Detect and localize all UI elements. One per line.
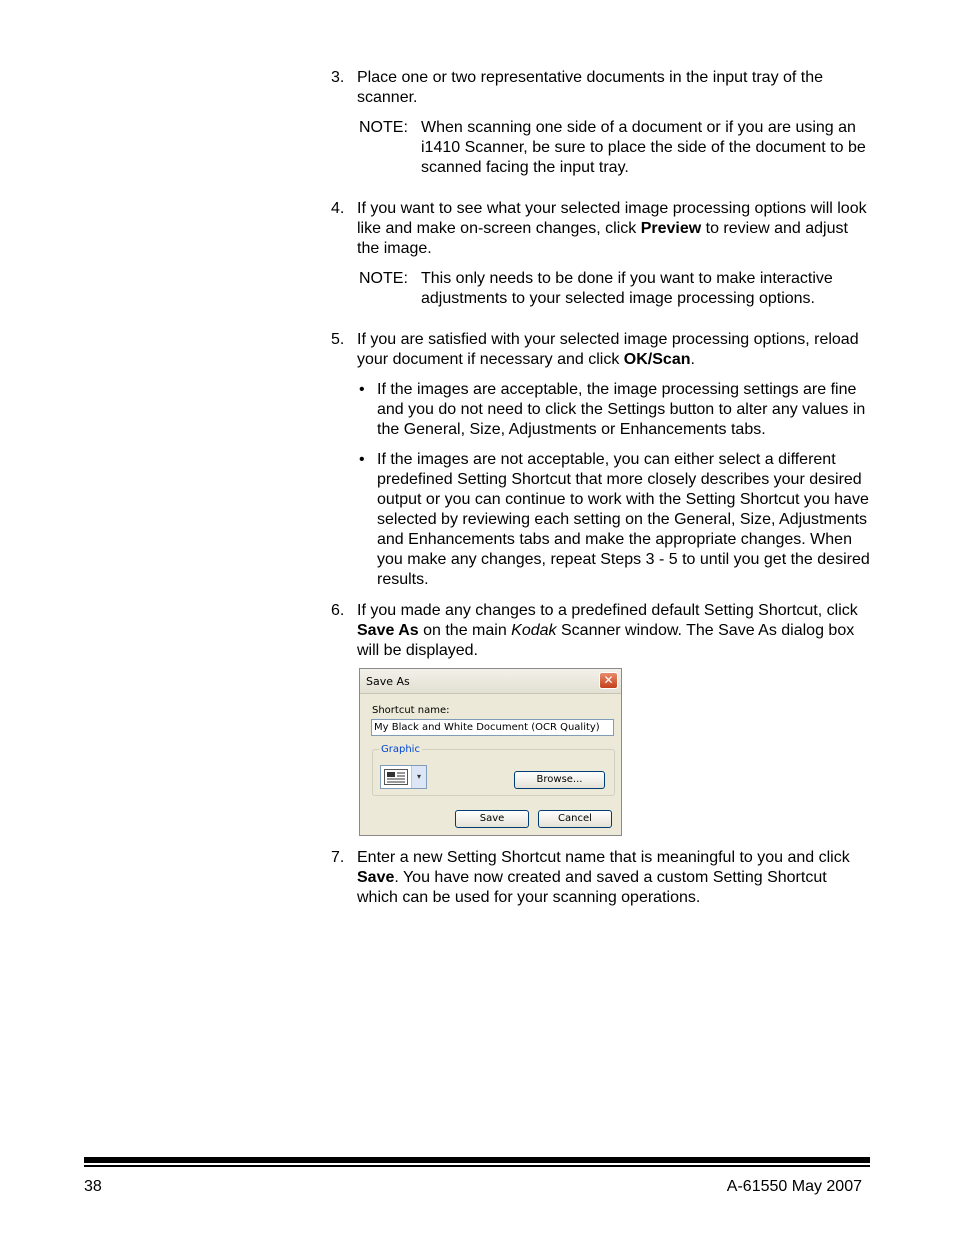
footer-rule-thin	[84, 1165, 870, 1167]
note-step-4	[359, 269, 871, 309]
note-text: This only needs to be done if you want to make interactive adjustments to your selected image processing options.	[421, 270, 833, 307]
preview-term: Preview	[640, 220, 702, 237]
step-4	[331, 199, 871, 259]
step-7	[331, 848, 871, 908]
step-number: 5.	[331, 331, 345, 348]
dialog-title-bar	[360, 669, 621, 694]
graphic-select[interactable]	[380, 765, 427, 789]
kodak-brand: Kodak	[511, 622, 557, 639]
close-icon[interactable]: ✕	[599, 672, 618, 689]
note-text: When scanning one side of a document or if you are using an i1410 Scanner, be sure to place the side of the document to be scanned facing the input tray.	[421, 119, 866, 176]
page-number: 38	[84, 1178, 102, 1195]
step-text: If you made any changes to a predefined default Setting Shortcut, click Save As on the main Kodak Scanner window. The Save As dialog box will be displayed.	[357, 602, 858, 659]
dialog-title: Save As	[366, 675, 410, 688]
step-text: If you are satisfied with your selected image processing options, reload your document if necessary and click OK/Scan.	[357, 331, 859, 368]
note-label: NOTE:	[359, 119, 408, 136]
footer-rule-thick	[84, 1157, 870, 1163]
bullet-icon: •	[359, 451, 365, 468]
bullet-text: If the images are not acceptable, you can either select a different predefined Setting Shortcut that more closely describes your desired output or you can continue to work with the Setting Shortcut you have selected by reviewing each setting on the General, Size, Adjustments and Enhancements tabs and make the appropriate changes. When you make any changes, repeat Steps 3 - 5 to until you get the desired results.	[377, 451, 870, 588]
document-id: A-61550 May 2007	[726, 1178, 862, 1195]
step-5	[331, 330, 871, 370]
save-as-dialog	[359, 668, 622, 836]
shortcut-name-label: Shortcut name:	[372, 705, 450, 716]
bullet-acceptable	[359, 380, 871, 440]
chevron-down-icon[interactable]: ▾	[411, 766, 426, 788]
save-button[interactable]: Save	[455, 810, 529, 828]
step-text: If you want to see what your selected image processing options will look like and make on-screen changes, click Preview to review and adjust the image.	[357, 200, 867, 257]
note-step-3	[359, 118, 871, 178]
bullet-icon: •	[359, 381, 365, 398]
step-text: Place one or two representative documents in the input tray of the scanner.	[357, 69, 824, 106]
step-text: Enter a new Setting Shortcut name that is meaningful to you and click Save. You have now created and saved a custom Setting Shortcut which can be used for your scanning operations.	[357, 849, 850, 906]
save-term: Save	[357, 869, 395, 886]
step-number: 6.	[331, 602, 345, 619]
ok-scan-term: OK/Scan	[623, 351, 691, 368]
step-number: 7.	[331, 849, 345, 866]
step-number: 3.	[331, 69, 345, 86]
graphic-group-label: Graphic	[381, 744, 420, 755]
bullet-not-acceptable	[359, 450, 871, 590]
step-3	[331, 68, 871, 108]
cancel-button[interactable]: Cancel	[538, 810, 612, 828]
shortcut-name-input[interactable]: My Black and White Document (OCR Quality)	[371, 719, 614, 736]
step-number: 4.	[331, 200, 345, 217]
browse-button[interactable]: Browse...	[514, 771, 605, 789]
bullet-text: If the images are acceptable, the image processing settings are fine and you do not need to click the Settings button to alter any values in the General, Size, Adjustments or Enhancements tabs.	[377, 381, 866, 438]
step-6	[331, 601, 871, 661]
note-label: NOTE:	[359, 270, 408, 287]
save-as-term: Save As	[357, 622, 419, 639]
document-image-icon	[384, 769, 408, 785]
